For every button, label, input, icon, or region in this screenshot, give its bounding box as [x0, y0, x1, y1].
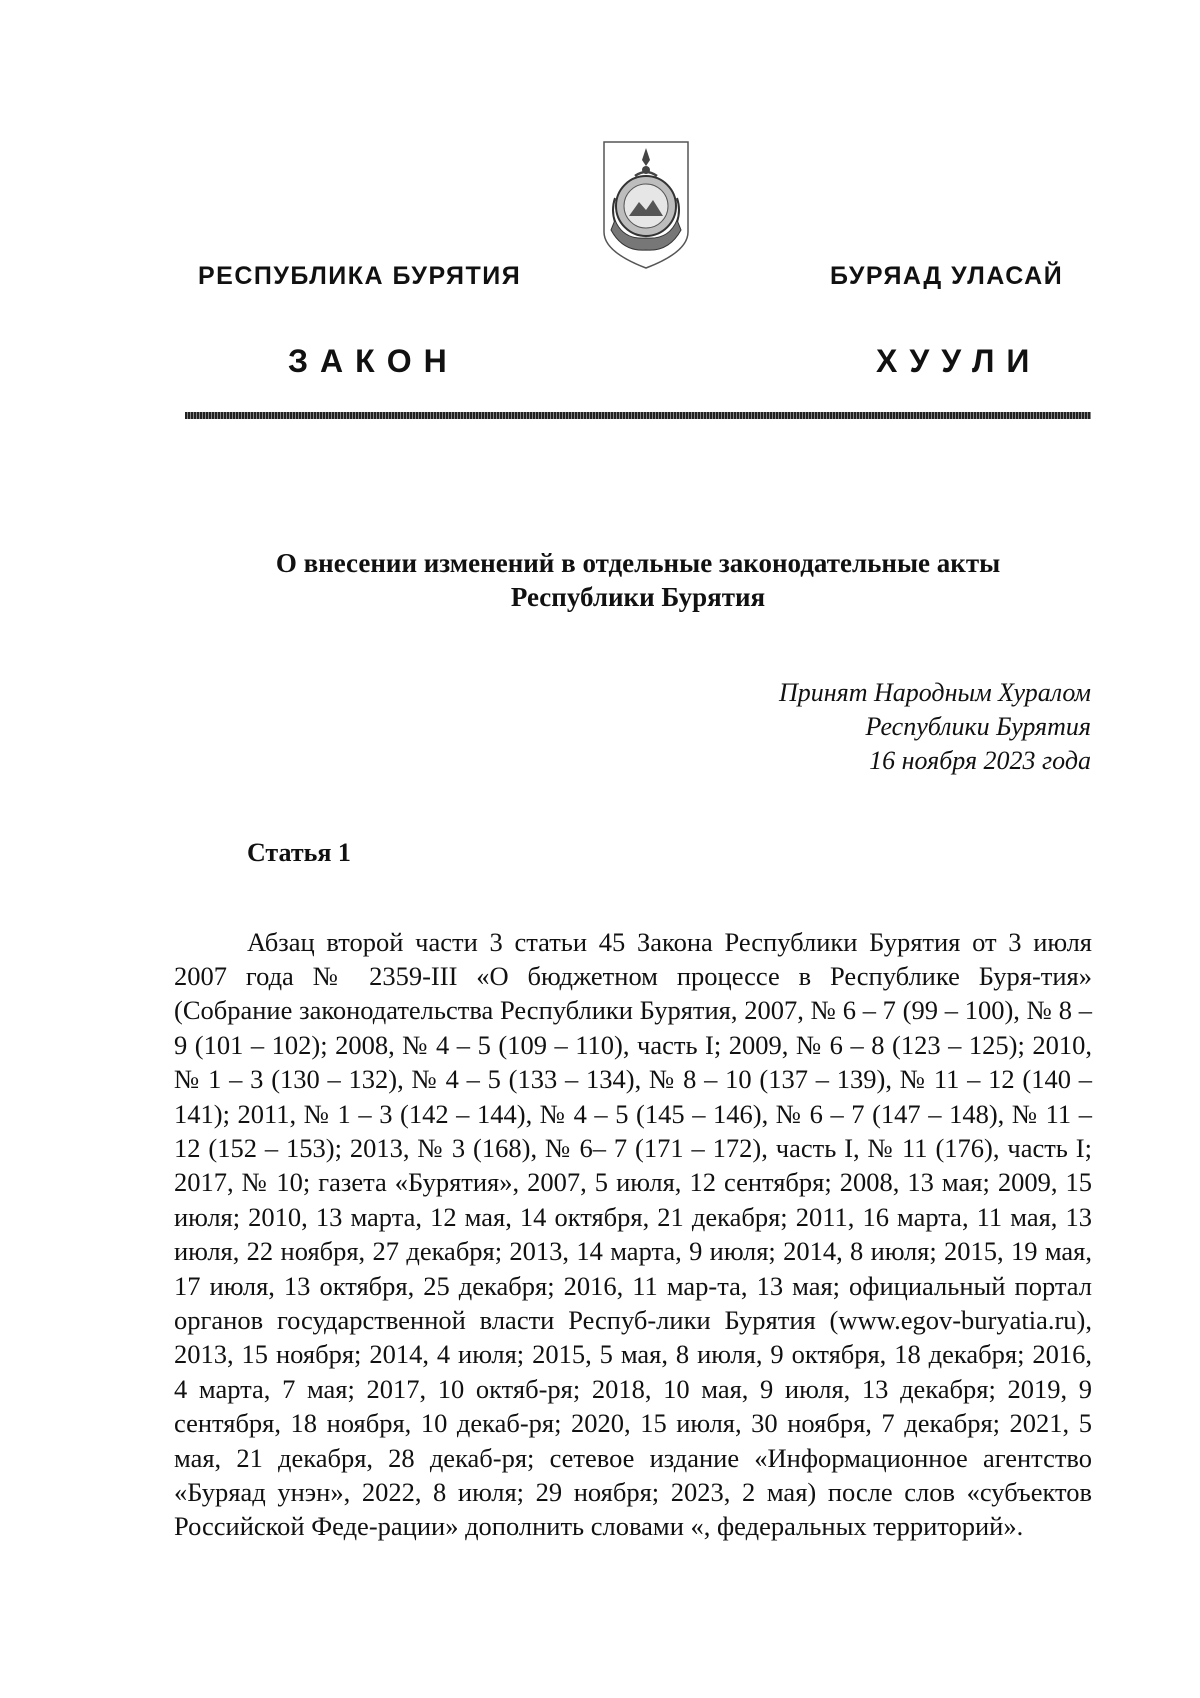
adoption-note-line: Принят Народным Хуралом	[778, 678, 1091, 707]
header-divider	[185, 412, 1091, 419]
adoption-note-line: Республики Бурятия	[865, 712, 1091, 741]
article-heading: Статья 1	[247, 838, 351, 867]
region-name-buryat: БУРЯАД УЛАСАЙ	[830, 262, 1064, 290]
document-type-russian: ЗАКОН	[288, 343, 459, 379]
document-title	[185, 546, 1091, 614]
document-type-buryat: ХУУЛИ	[876, 343, 1042, 379]
document-title-line: О внесении изменений в отдельные законодательные акты	[275, 548, 1001, 578]
article-body: Абзац второй части 3 статьи 45 Закона Республики Бурятия от 3 июля 2007 года № 2359-III «О бюджетном процессе в Республике Буря-тия» (Собрание законодательства Республики Бурятия, 2007, № 6 – 7 (99 – 100), № 8 – 9 (101 – 102); 2008, № 4 – 5 (109 – 110), часть I; 2009, № 6 – 8 (123 – 125); 2010, № 1 – 3 (130 – 132), № 4 – 5 (133 – 134), № 8 – 10 (137 – 139), № 11 – 12 (140 – 141); 2011, № 1 – 3 (142 – 144), № 4 – 5 (145 – 146), № 6 – 7 (147 – 148), № 11 – 12 (152 – 153); 2013, № 3 (168), № 6– 7 (171 – 172), часть I, № 11 (176), часть I; 2017, № 10; газета «Бурятия», 2007, 5 июля, 12 сентября; 2008, 13 мая; 2009, 15 июля; 2010, 13 марта, 12 мая, 14 октября, 21 декабря; 2011, 16 марта, 11 мая, 13 июля, 22 ноября, 27 декабря; 2013, 14 марта, 9 июля; 2014, 8 июля; 2015, 19 мая, 17 июля, 13 октября, 25 декабря; 2016, 11 мар-та, 13 мая; официальный портал органов государственной власти Респуб-лики Бурятия (www.egov-buryatia.ru), 2013, 15 ноября; 2014, 4 июля; 2015, 5 мая, 8 июля, 9 октября, 18 декабря; 2016, 4 марта, 7 мая; 2017, 10 октяб-ря; 2018, 10 мая, 9 июля, 13 декабря; 2019, 9 сентября, 18 ноября, 10 декаб-ря; 2020, 15 июля, 30 ноября, 7 декабря; 2021, 5 мая, 21 декабря, 28 декаб-ря; сетевое издание «Информационное агентство «Буряад унэн», 2022, 8 июля; 29 ноября; 2023, 2 мая) после слов «субъектов Российской Феде-рации» дополнить словами «, федеральных территорий».	[174, 926, 1092, 1542]
adoption-note	[779, 676, 1091, 778]
coat-of-arms-icon	[601, 140, 691, 272]
region-name-russian: РЕСПУБЛИКА БУРЯТИЯ	[198, 262, 522, 290]
adoption-date: 16 ноября 2023 года	[869, 746, 1091, 775]
document-title-line: Республики Бурятия	[510, 582, 766, 612]
